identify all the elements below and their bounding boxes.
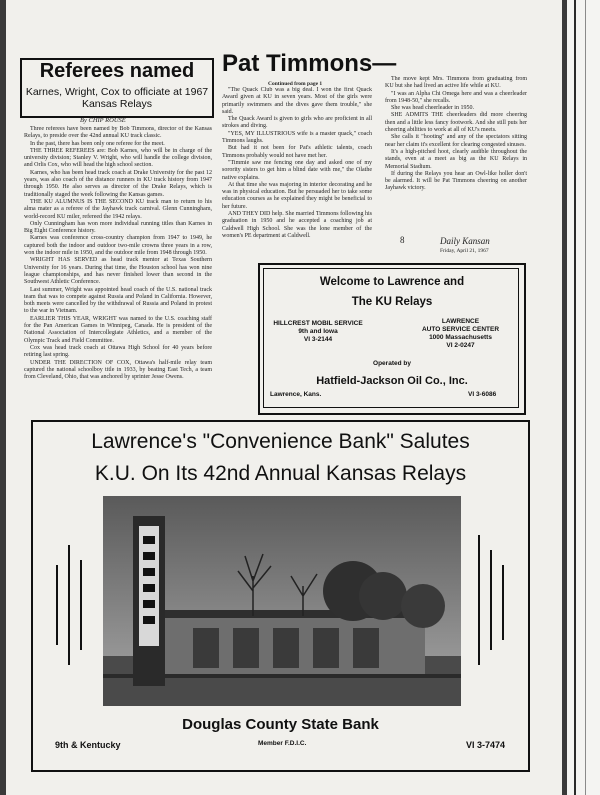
paper-name: Daily Kansan [440, 236, 490, 246]
bank-member: Member F.D.I.C. [258, 740, 307, 747]
article-paragraph: Only Cunningham has won more individual running titles than Karnes in Big Eight Conference history. [24, 220, 212, 235]
decorative-bar [502, 565, 504, 640]
bank-ad-headline-1: Lawrence's "Convenience Bank" Salutes [91, 430, 470, 453]
article-paragraph: THE THREE REFEREES are: Bob Karnes, who will be in charge of the university division; Stanley V. Wright, who will handle the college division, and Orlis Cox, who will head the high school section. [24, 147, 212, 169]
station-line: AUTO SERVICE CENTER [421, 326, 500, 333]
timmons-headline: Pat Timmons— [222, 50, 397, 77]
article-paragraph: WRIGHT HAS SERVED as head track mentor at Texas Southern University for 16 years. During that time, the Houston school has won nine league championships, and has never finished lower than second in the Southwest Athletic Conference. [24, 257, 212, 286]
referees-byline: By CHIP ROUSE [80, 117, 126, 124]
station-line: 1000 Massachusetts [429, 334, 492, 341]
article-paragraph: "YES, MY ILLUSTRIOUS wife is a master quack," coach Timmons laughs. [222, 130, 372, 145]
decorative-bar [478, 535, 480, 665]
article-paragraph: SHE ADMITS THE cheerleaders did more cheering then and a little less fancy footwork. And she still puts her cheering abilities to work at all of KU's meets. [385, 112, 527, 134]
article-paragraph: The move kept Mrs. Timmons from graduating from KU but she had lived an active life while at KU. [385, 76, 527, 90]
station-hillcrest [268, 320, 368, 344]
article-paragraph: If during the Relays you hear an Owl-like holler don't be alarmed. It will be Pat Timmons cheering on another Jayhawk victory. [385, 170, 527, 192]
decorative-bar [80, 560, 82, 650]
station-line: VI 2-0247 [446, 342, 475, 349]
bank-address: 9th & Kentucky [55, 740, 121, 750]
article-paragraph: Cox was head track coach at Ottawa High School for 40 years before retiring last spring. [24, 344, 212, 359]
article-paragraph: "I was an Alpha Chi Omega here and was a cheerleader from 1948-50," she recalls. [385, 90, 527, 104]
welcome-ad-line2: The KU Relays [351, 296, 433, 308]
decorative-bar [56, 565, 58, 645]
article-paragraph: Karnes, who has been head track coach at Drake University for the past 12 years, was also coach of the distance runners in KU track history from 1947 through 1950. He also serves as director of the Drake Relays, which is traditionally staged the week following the Kansas games. [24, 169, 212, 198]
bank-phone: VI 3-7474 [466, 740, 506, 750]
station-line: VI 3-2144 [303, 336, 333, 343]
article-paragraph: At that time she was majoring in interior decorating and he was in physical education. But he persuaded her to take some education courses as he explained they might be beneficial to her future. [222, 181, 372, 210]
decorative-bar [68, 545, 70, 665]
adjacent-page-edge [567, 0, 600, 795]
bank-building-photo [103, 496, 461, 706]
page-number: 8 [400, 235, 405, 245]
article-paragraph: AND THEY DID help. She married Timmons following his graduation in 1950 and he accepted a coaching job at Caldwell High School. She was the lone member of the women's PE department at Caldwell. [222, 211, 372, 239]
timmons-body-col-a [222, 87, 372, 257]
station-line: LAWRENCE [441, 318, 480, 325]
continued-note: Continued from page 1 [268, 81, 323, 87]
article-paragraph: She calls it "hooting" and any of the spectators sitting near her claim it's excellent for clearing congested sinuses. [385, 134, 527, 148]
operated-by: Operated by [373, 360, 411, 367]
article-paragraph: In the past, there has been only one referee for the meet. [30, 140, 165, 147]
referees-body [24, 126, 212, 391]
article-paragraph: But had it not been for Pat's athletic talents, coach Timmons probably would not have met her. [222, 145, 372, 159]
article-paragraph: Three referees have been named by Bob Timmons, director of the Kansas Relays, to preside over the 42nd annual KU track classic. [24, 126, 212, 140]
page-gutter-line [574, 0, 576, 795]
article-paragraph: Last summer, Wright was appointed head coach of the U.S. national track team that was to compete against Russia and Poland in California. However, both meets were cancelled by the withdrawal of Russia and Poland in protest to the war in Vietnam. [24, 286, 212, 315]
operator-name: Hatfield-Jackson Oil Co., Inc. [316, 375, 468, 387]
issue-date: Friday, April 21, 1967 [440, 248, 489, 254]
article-paragraph: It's a high-pitched hoot, clearly audible throughout the stands, even at a meet as big as the KU Relays in Memorial Stadium. [385, 148, 527, 170]
article-paragraph: "Timmie saw me fencing one day and asked one of my sorority sisters to get him a blind date with me," the Olathe native explains. [222, 159, 372, 181]
operator-city: Lawrence, Kans. [270, 391, 322, 398]
referees-subhead: Karnes, Wright, Cox to officiate at 1967 Kansas Relays [25, 86, 209, 110]
article-paragraph: EARLIER THIS YEAR, WRIGHT was named to the U.S. coaching staff for the Pan American Games in Winnipeg, Canada. He is president of the National Association of Intercollegiate Athletics, and a member of the Olympic Track and Field Committee. [24, 315, 212, 344]
station-lawrence-auto [408, 318, 513, 350]
station-line: 9th and Iowa [298, 328, 338, 335]
article-paragraph: She was head cheerleader in 1950. [391, 105, 474, 112]
welcome-ad-line1: Welcome to Lawrence and [319, 276, 465, 288]
article-paragraph: Karnes was conference cross-country champion from 1947 to 1949, he captured both the indoor and outdoor two-mile crowns three years in a row, won the indoor mile in 1950, and the outdoor mile from 1948 through 1950. [24, 235, 212, 257]
page-gutter-rule [585, 0, 586, 795]
decorative-bar [490, 550, 492, 650]
article-paragraph: UNDER THE DIRECTION OF COX, Ottawa's half-mile relay team captured the national schoolboy title in 1933, by beating East Tech, a team from Cleveland, Ohio, that was anchored by sprinter Jesse Owens. [24, 359, 212, 381]
article-paragraph: "The Quack Club was a big deal. I won the first Quack Award given at KU in seven years. Most of the girls were primarily swimmers and the dives gave them trouble," she said. [222, 87, 372, 115]
bank-name: Douglas County State Bank [182, 716, 379, 733]
operator-phone: VI 3-6086 [468, 391, 497, 398]
article-paragraph: The Quack Award is given to girls who are proficient in all strokes and diving. [222, 116, 372, 130]
referees-headline: Referees named [39, 60, 195, 82]
article-paragraph: THE KU ALUMNUS IS THE SECOND KU track man to return to his alma mater as a referee of the Jayhawk track carnival. Glenn Cunningham, world-record KU miler, refereed the 1942 relays. [24, 198, 212, 220]
timmons-body-col-b [385, 76, 527, 228]
station-line: HILLCREST MOBIL SERVICE [273, 320, 363, 327]
bank-ad-headline-2: K.U. On Its 42nd Annual Kansas Relays [94, 462, 467, 485]
